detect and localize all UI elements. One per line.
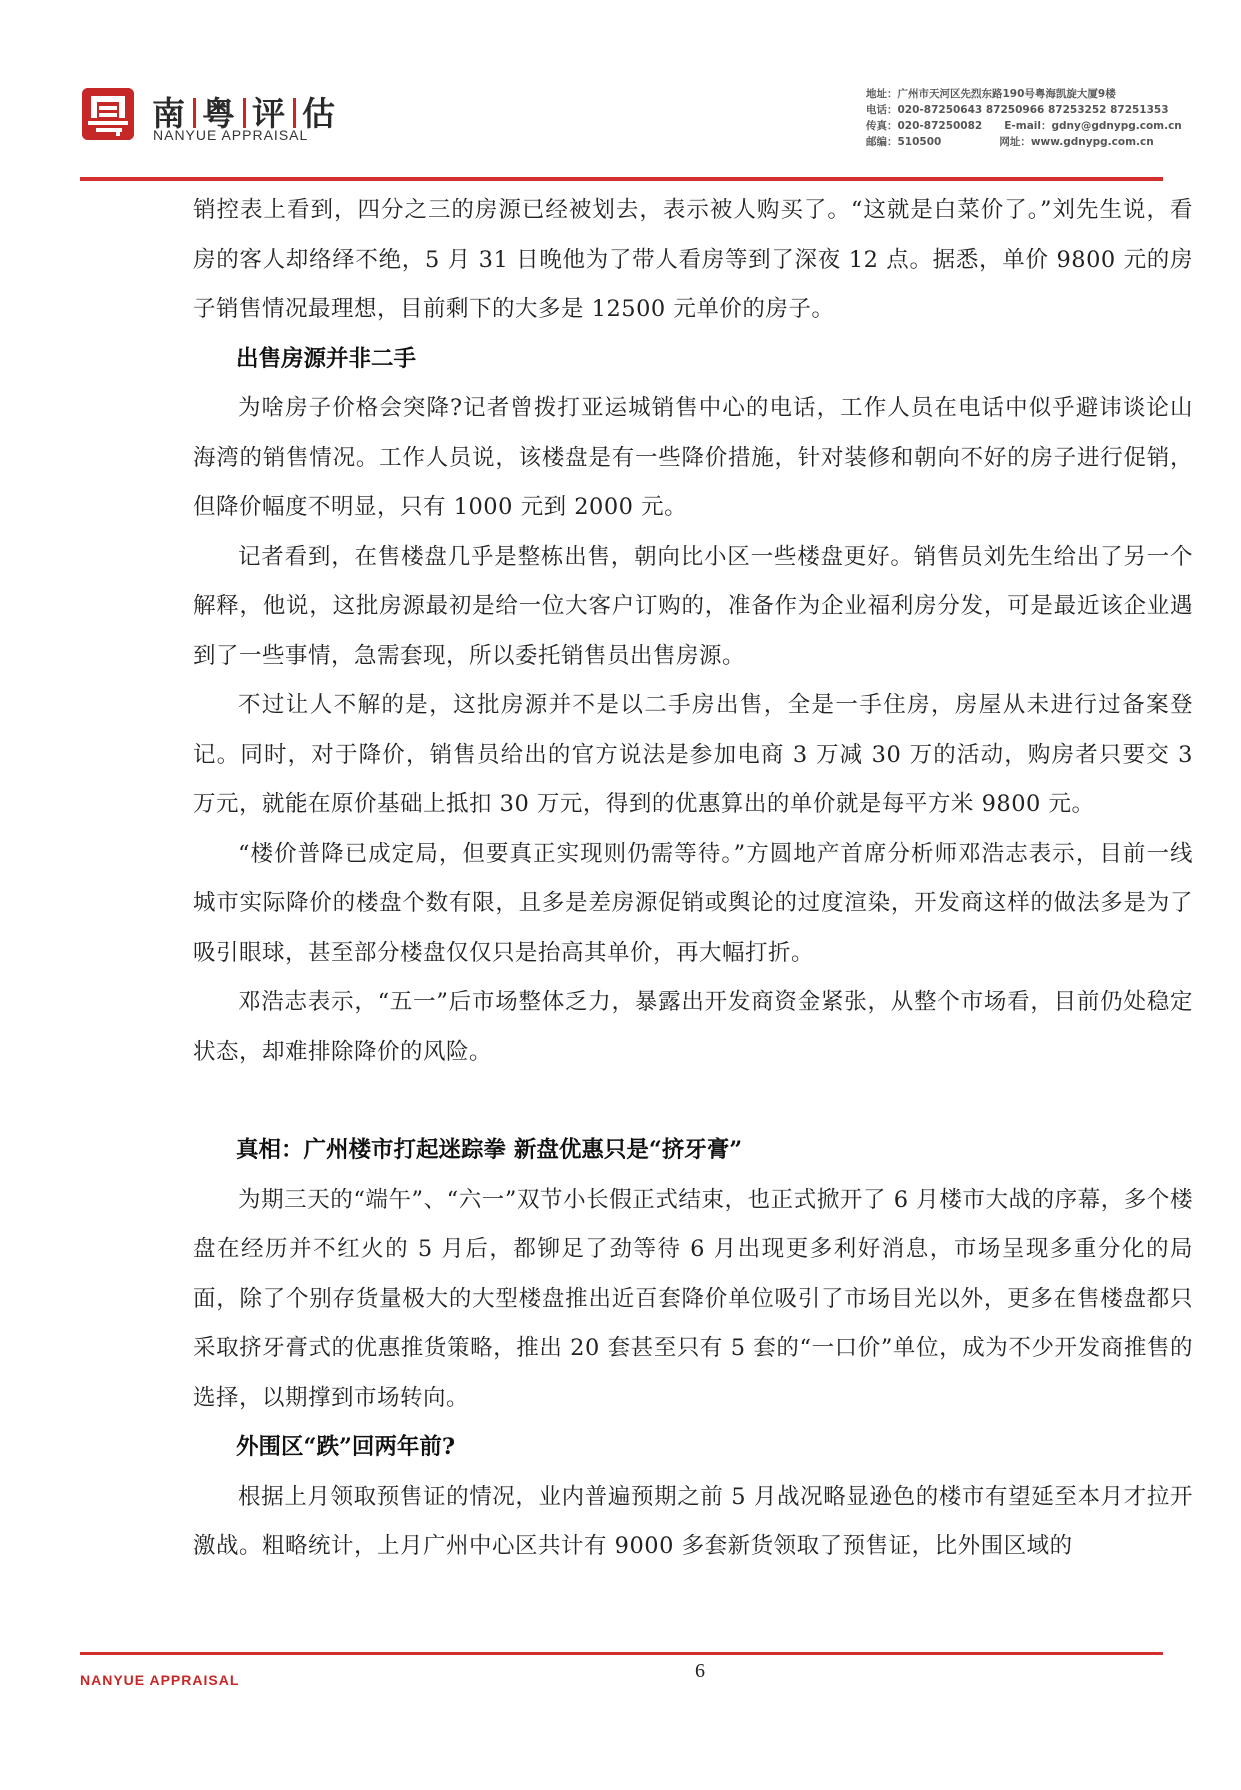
brand-char: 南 (152, 94, 187, 133)
brand-name-english: NANYUE APPRAISAL (153, 127, 309, 143)
contact-postcode: 邮编：510500 (866, 136, 942, 148)
page-number: 6 (695, 1660, 705, 1682)
paragraph: 不过让人不解的是，这批房源并不是以二手房出售，全是一手住房，房屋从未进行过备案登记。同时，对于降价，销售员给出的官方说法是参加电商 3 万减 30 万的活动，购房者只要交 3 万元，就能在原价基础上抵扣 30 万元，得到的优惠算出的单价就是每平方米 9800 元。 (193, 692, 1193, 817)
paragraph: 为期三天的“端午”、“六一”双节小长假正式结束，也正式掀开了 6 月楼市大战的序幕，多个楼盘在经历并不红火的 5 月后，都铆足了劲等待 6 月出现更多利好消息，市场呈现多重分化的局面，除了个别存货量极大的大型楼盘推出近百套降价单位吸引了市场目光以外，更多在售楼盘都只采取挤牙膏式的优惠推货策略，推出 20 套甚至只有 5 套的“一口价”单位，成为不少开发商推售的选择，以期撑到市场转向。 (193, 1186, 1193, 1411)
brand-char: 评 (252, 94, 287, 133)
section-heading: 真相：广州楼市打起迷踪拳 新盘优惠只是“挤牙膏” (236, 1137, 743, 1163)
page-header (0, 0, 1241, 180)
contact-website: 网址：www.gdnypg.com.cn (999, 136, 1154, 148)
paragraph: 邓浩志表示，“五一”后市场整体乏力，暴露出开发商资金紧张，从整个市场看，目前仍处稳定状态，却难排除降价的风险。 (193, 989, 1193, 1065)
company-logo-icon (82, 88, 134, 140)
paragraph: 销控表上看到，四分之三的房源已经被划去，表示被人购买了。“这就是白菜价了。”刘先生说，看房的客人却络绎不绝，5 月 31 日晚他为了带人看房等到了深夜 12 点。据悉，单价 9800 元的房子销售情况最理想，目前剩下的大多是 12500 元单价的房子。 (193, 197, 1193, 322)
contact-phone: 电话：020-87250643 87250966 87253252 87251353 (866, 104, 1169, 116)
contact-email: E-mail：gdny@gdnypg.com.cn (1004, 120, 1182, 132)
paragraph: 为啥房子价格会突降?记者曾拨打亚运城销售中心的电话，工作人员在电话中似乎避讳谈论山海湾的销售情况。工作人员说，该楼盘是有一些降价措施，针对装修和朝向不好的房子进行促销，但降价幅度不明显，只有 1000 元到 2000 元。 (193, 395, 1193, 520)
footer-divider (80, 1652, 1163, 1655)
paragraph: 根据上月领取预售证的情况，业内普遍预期之前 5 月战况略显逊色的楼市有望延至本月才拉开激战。粗略统计，上月广州中心区共计有 9000 多套新货领取了预售证，比外围区域的 (193, 1483, 1193, 1559)
section-heading: 出售房源并非二手 (236, 345, 417, 372)
contact-fax: 传真：020-87250082 (866, 120, 983, 132)
contact-address: 地址：广州市天河区先烈东路190号粤海凯旋大厦9楼 (866, 88, 1116, 100)
header-divider (80, 177, 1163, 181)
article-body (193, 186, 1193, 1572)
brand-char: 粤 (202, 94, 237, 133)
paragraph: 记者看到，在售楼盘几乎是整栋出售，朝向比小区一些楼盘更好。销售员刘先生给出了另一个解释，他说，这批房源最初是给一位大客户订购的，准备作为企业福利房分发，可是最近该企业遇到了一些事情，急需套现，所以委托销售员出售房源。 (193, 543, 1193, 669)
contact-info (866, 86, 1206, 150)
section-heading: 外围区“跌”回两年前? (236, 1434, 456, 1460)
paragraph: “楼价普降已成定局，但要真正实现则仍需等待。”方圆地产首席分析师邓浩志表示，目前一线城市实际降价的楼盘个数有限，且多是差房源促销或舆论的过度渲染，开发商这样的做法多是为了吸引眼球，甚至部分楼盘仅仅只是抬高其单价，再大幅打折。 (193, 840, 1193, 966)
brand-char: 估 (302, 94, 337, 133)
footer-brand: NANYUE APPRAISAL (80, 1672, 240, 1688)
